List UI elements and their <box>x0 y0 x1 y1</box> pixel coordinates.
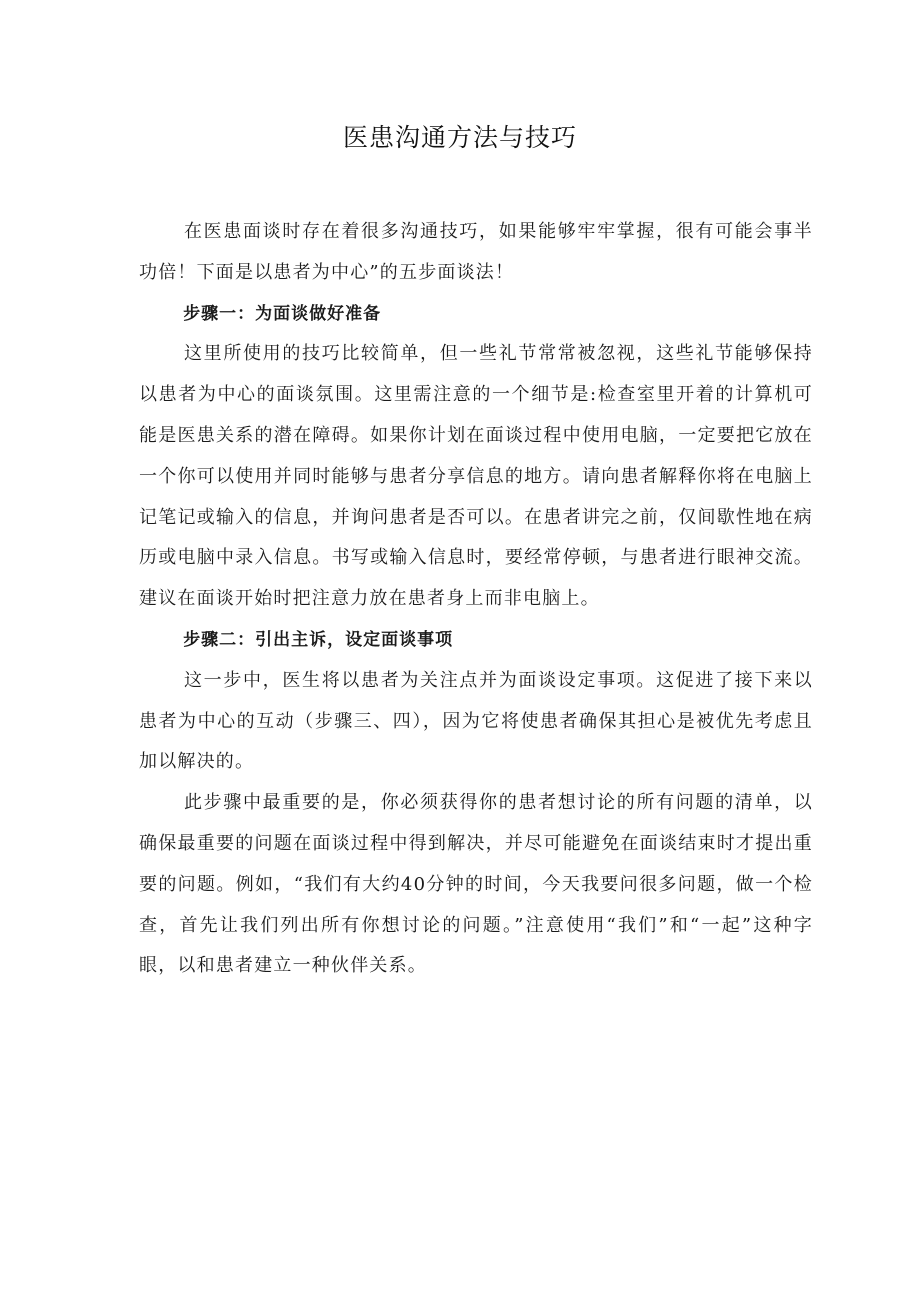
document-body <box>139 212 813 987</box>
document-title: 医患沟通方法与技巧 <box>342 123 577 152</box>
intro-paragraph: 在医患面谈时存在着很多沟通技巧，如果能够牢牢掌握，很有可能会事半功倍！下面是以患者为中心”的五步面谈法！ <box>139 221 813 283</box>
step1-paragraph: 这里所使用的技巧比较简单，但一些礼节常常被忽视，这些礼节能够保持以患者为中心的面谈氛围。这里需注意的一个细节是:检查室里开着的计算机可能是医患关系的潜在障碍。如果你计划在面谈过程中使用电脑，一定要把它放在一个你可以使用并同时能够与患者分享信息的地方。请向患者解释你将在电脑上记笔记或输入的信息，并询问患者是否可以。在患者讲完之前，仅间歇性地在病历或电脑中录入信息。书写或输入信息时，要经常停顿，与患者进行眼神交流。建议在面谈开始时把注意力放在患者身上而非电脑上。 <box>139 343 813 610</box>
step1-heading: 步骤一：为面谈做好准备 <box>183 303 382 324</box>
step2-heading: 步骤二：引出主诉，设定面谈事项 <box>183 629 454 650</box>
step2-paragraph-1: 这一步中，医生将以患者为关注点并为面谈设定事项。这促进了接下来以患者为中心的互动（步骤三、四），因为它将使患者确保其担心是被优先考虑且加以解决的。 <box>139 669 813 773</box>
step2-paragraph-2: 此步骤中最重要的是，你必须获得你的患者想讨论的所有问题的清单，以确保最重要的问题在面谈过程中得到解决，并尽可能避免在面谈结束时才提出重要的问题。例如，“我们有大约40分钟的时间，今天我要问很多问题，做一个检查，首先让我们列出所有你想讨论的问题。”注意使用“我们”和“一起”这种字眼，以和患者建立一种伙伴关系。 <box>139 792 813 977</box>
